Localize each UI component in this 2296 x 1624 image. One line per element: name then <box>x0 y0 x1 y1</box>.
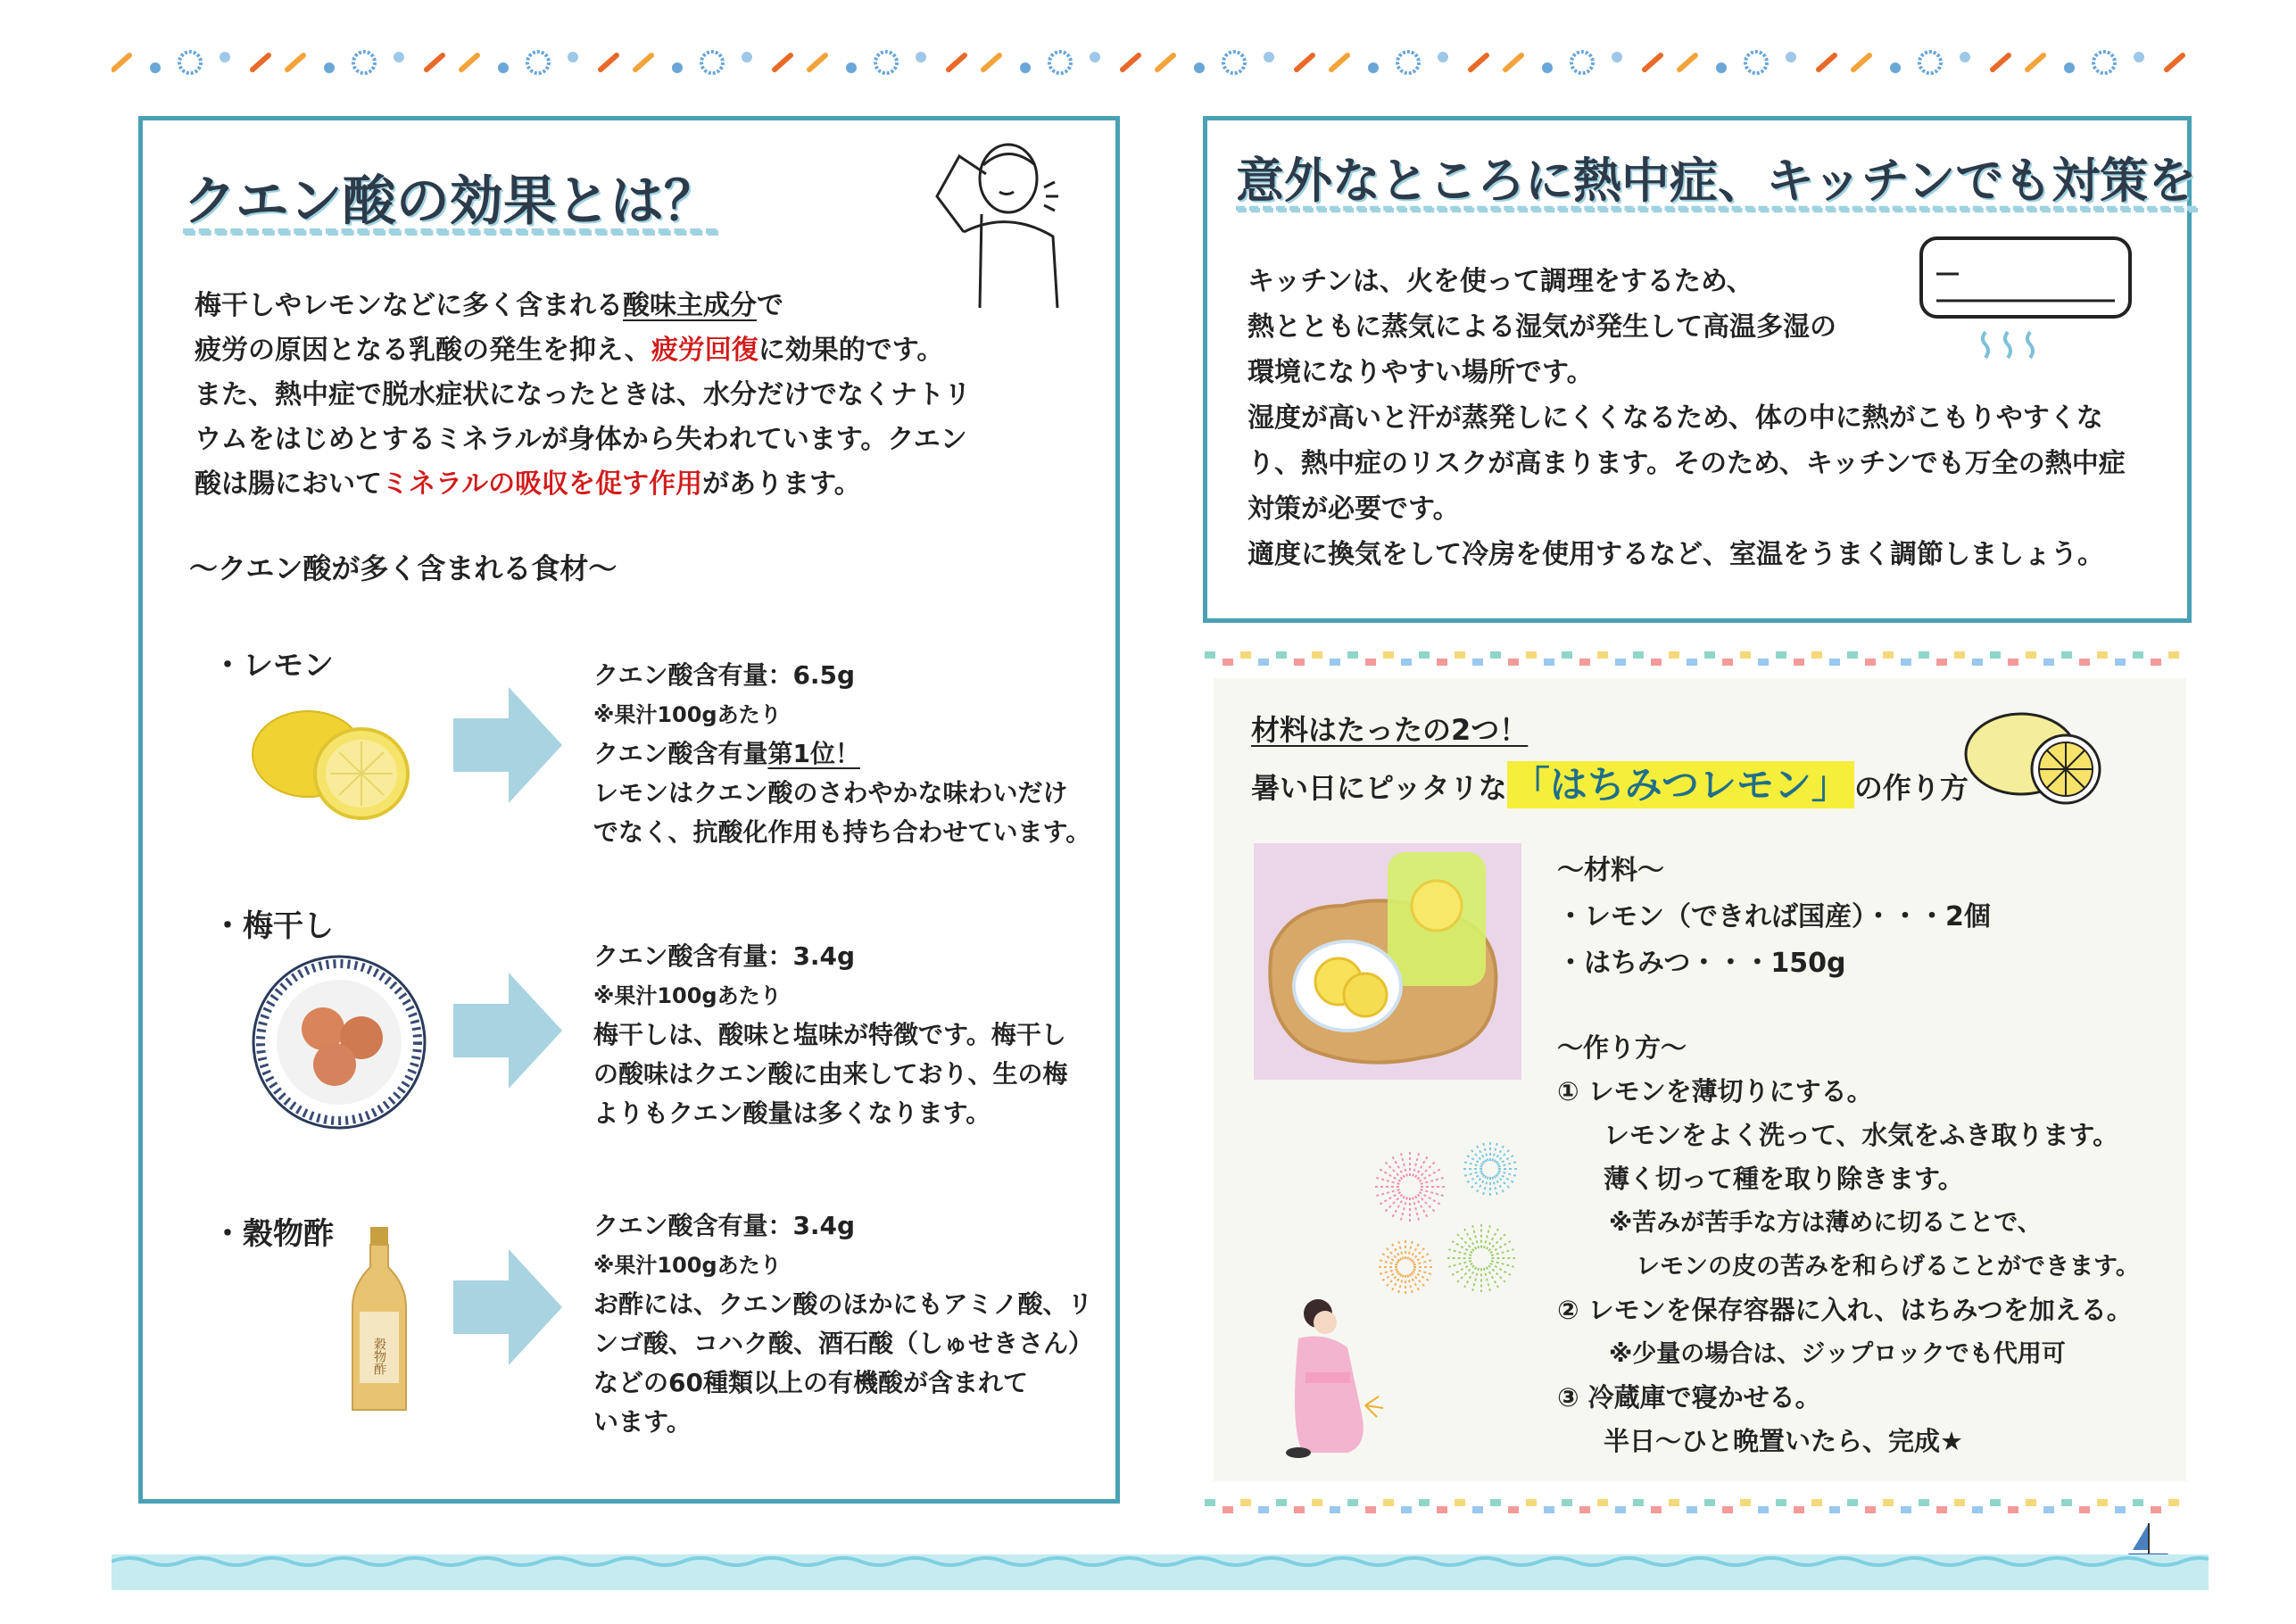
checker-square <box>2168 651 2179 659</box>
kitchen-text-line: 適度に換気をして冷房を使用するなど、室温をうまく調節しましょう。 <box>1247 539 2104 570</box>
top-decoration-mark <box>2064 62 2075 73</box>
top-decoration-mark <box>1993 55 2009 70</box>
firework-ray <box>1457 1265 1474 1282</box>
firework-ray <box>1380 1269 1397 1273</box>
checker-square <box>1936 1506 1947 1513</box>
intro-text: 梅干しやレモンなどに多く含まれる <box>195 290 623 321</box>
kitchen-panel-title: 意外なところに熱中症、キッチンでも対策を <box>1236 153 2197 209</box>
top-decoration-mark <box>875 52 897 73</box>
checker-square <box>1294 1506 1305 1513</box>
checker-square <box>1776 651 1786 659</box>
kitchen-text-line: 環境になりやすい場所です。 <box>1247 357 1594 388</box>
checker-border-bottom <box>1203 1497 2193 1515</box>
checker-square <box>1740 651 1751 659</box>
checker-square <box>1365 659 1376 666</box>
top-decoration-mark <box>1745 52 1767 73</box>
checker-square <box>1490 651 1501 659</box>
checker-square <box>1669 651 1679 659</box>
firework-ray <box>1492 1177 1496 1195</box>
food-desc-line: お酢には、クエン酸のほかにもアミノ酸、リ <box>593 1289 1093 1319</box>
checker-square <box>1383 651 1394 659</box>
checker-square <box>1526 1499 1537 1506</box>
top-decoration-mark <box>253 55 269 70</box>
step-detail: 薄く切って種を取り除きます。 <box>1604 1164 1964 1194</box>
checker-square <box>1758 1506 1769 1513</box>
firework-ray <box>1392 1244 1402 1260</box>
arrow-right-icon <box>453 1249 562 1365</box>
top-decorative-border <box>112 36 2217 89</box>
intro-text: ウムをはじめとするミネラルが身体から失われています。クエン <box>195 424 967 455</box>
top-decoration-mark <box>1223 52 1245 73</box>
checker-square <box>1419 1499 1430 1506</box>
checker-square <box>1740 1499 1751 1506</box>
kitchen-text-line: キッチンは、火を使って調理をするため、 <box>1247 266 1753 297</box>
checker-square <box>1597 1499 1608 1506</box>
firework-ray <box>1488 1234 1505 1251</box>
checker-square <box>1776 1499 1786 1506</box>
checker-square <box>1437 1506 1447 1513</box>
checker-square <box>1312 1499 1322 1506</box>
top-decoration-mark <box>150 62 161 73</box>
top-decoration-mark <box>1438 52 1448 62</box>
top-decoration-mark <box>461 55 477 70</box>
checker-square <box>1651 659 1662 666</box>
checker-square <box>1615 1506 1626 1513</box>
checker-square <box>1954 1499 1965 1506</box>
firework-ray <box>1484 1268 1490 1291</box>
firework-ray <box>1483 1177 1488 1195</box>
checker-square <box>1687 659 1697 666</box>
checker-square <box>2151 659 2161 666</box>
checker-square <box>1437 659 1447 666</box>
checker-square <box>1526 651 1537 659</box>
checker-square <box>1597 651 1608 659</box>
top-decoration-mark <box>1331 55 1347 70</box>
firework-ray <box>1467 1173 1483 1183</box>
firework-ray <box>1410 1274 1420 1290</box>
checker-square <box>1865 659 1876 666</box>
top-decoration-mark <box>179 52 201 73</box>
checker-square <box>1472 1506 1483 1513</box>
firework-ray <box>1488 1265 1505 1282</box>
top-decoration-mark <box>601 55 617 70</box>
top-decoration-mark <box>1679 55 1695 70</box>
food-desc-vinegar <box>593 1206 1093 1442</box>
food-desc-line: ンゴ酸、コハク酸、酒石酸（しゅせきさん） <box>593 1329 1094 1358</box>
checker-square <box>1722 1506 1733 1513</box>
checker-square <box>1811 1499 1822 1506</box>
checker-square <box>1562 1499 1572 1506</box>
checker-square <box>1847 651 1858 659</box>
recipe-title-highlight: 「はちみつレモン」 <box>1507 761 1854 808</box>
step-item: ① レモンを薄切りにする。 <box>1557 1076 1873 1106</box>
top-decoration-mark <box>394 52 404 62</box>
checker-square <box>1240 651 1251 659</box>
checker-square <box>1901 1506 1911 1513</box>
firework-ray <box>1495 1146 1504 1162</box>
food-amount: クエン酸含有量：3.4g <box>593 1211 856 1240</box>
firework-ray <box>1407 1275 1412 1293</box>
checker-square <box>1579 659 1590 666</box>
intro-text: また、熱中症で脱水症状になったときは、水分だけでなくナトリ <box>195 379 971 410</box>
intro-highlight-text: 疲労回復 <box>651 335 758 366</box>
checker-square <box>1579 1506 1590 1513</box>
checker-square <box>1401 659 1412 666</box>
firework-ray <box>1413 1272 1429 1281</box>
checker-square <box>2097 651 2108 659</box>
top-decoration-mark <box>1716 62 1727 73</box>
firework-ray <box>1492 1143 1496 1161</box>
food-note: ※果汁100gあたり <box>593 1253 782 1278</box>
checker-square <box>1847 1499 1858 1506</box>
firework-ray <box>1382 1254 1398 1264</box>
top-decoration-mark <box>1853 55 1869 70</box>
checker-square <box>1669 1499 1679 1506</box>
checker-square <box>2026 1499 2036 1506</box>
checker-square <box>1990 651 2001 659</box>
checker-square <box>1811 651 1822 659</box>
checker-square <box>2043 659 2054 666</box>
checker-square <box>1347 651 1358 659</box>
checker-square <box>1347 1499 1358 1506</box>
checker-square <box>2061 651 2072 659</box>
intro-text: 疲労の原因となる乳酸の発生を抑え、 <box>195 335 651 366</box>
checker-square <box>1508 659 1519 666</box>
firework-ray <box>1472 1225 1479 1248</box>
firework-ray <box>1382 1272 1398 1281</box>
firework-ray <box>1385 1194 1403 1212</box>
checker-square <box>1223 659 1233 666</box>
checker-square <box>2008 1506 2018 1513</box>
top-decoration-mark <box>1612 52 1622 62</box>
checker-square <box>1544 1506 1554 1513</box>
firework-ray <box>1413 1260 1431 1264</box>
firework-ray <box>1477 1146 1487 1162</box>
food-amount: クエン酸含有量：6.5g <box>593 660 856 690</box>
checker-square <box>1383 1499 1394 1506</box>
food-rank-highlight: 第1位！ <box>767 739 860 768</box>
checker-square <box>1829 659 1840 666</box>
firework-ray <box>1495 1176 1504 1192</box>
top-decoration-mark <box>287 55 303 70</box>
checker-square <box>1276 651 1287 659</box>
checker-square <box>1972 659 1983 666</box>
top-decoration-mark <box>1890 62 1901 73</box>
intro-paragraph <box>195 284 1051 507</box>
checker-square <box>1419 651 1430 659</box>
recipe-subtitle: 材料はたったの2つ！ <box>1251 713 1529 747</box>
step-item: ③ 冷蔵庫で寝かせる。 <box>1557 1382 1821 1413</box>
arrow-right-icon <box>453 687 562 803</box>
checker-square <box>1722 659 1733 666</box>
checker-square <box>1651 1506 1662 1513</box>
food-desc-line: でなく、抗酸化作用も持ち合わせています。 <box>593 817 1091 847</box>
firework-ray <box>1464 1171 1482 1175</box>
food-desc-line: よりもクエン酸量は多くなります。 <box>593 1098 991 1128</box>
checker-square <box>1919 1499 1929 1506</box>
top-decoration-mark <box>1264 52 1274 62</box>
steps-heading: ～作り方～ <box>1557 1032 1687 1063</box>
checker-square <box>1936 659 1947 666</box>
food-note: ※果汁100gあたり <box>593 702 782 727</box>
top-decoration-mark <box>2093 52 2115 73</box>
checker-square <box>1330 1506 1340 1513</box>
foods-heading: ～クエン酸が多く含まれる食材～ <box>189 551 618 585</box>
ingredient-item: ・レモン（できれば国産）・・・2個 <box>1557 901 1991 932</box>
checker-square <box>1794 659 1804 666</box>
lemon-photo <box>241 700 419 825</box>
intro-text: で <box>757 290 783 321</box>
honey-lemon-photo <box>1254 843 1521 1080</box>
food-label-umeboshi: ・梅干し <box>212 908 334 944</box>
checker-square <box>1312 651 1322 659</box>
checker-square <box>1990 1499 2001 1506</box>
top-decoration-mark <box>1397 52 1419 73</box>
checker-square <box>2061 1499 2072 1506</box>
firework-ray <box>1498 1171 1516 1175</box>
top-decoration-mark <box>1819 55 1835 70</box>
top-decoration-mark <box>949 55 965 70</box>
top-decoration-mark <box>1786 52 1796 62</box>
top-decoration-mark <box>1960 52 1970 62</box>
top-decoration-mark <box>324 62 335 73</box>
food-desc-line: などの60種類以上の有機酸が含まれて <box>593 1368 1028 1397</box>
checker-square <box>1330 659 1340 666</box>
firework-ray <box>1497 1173 1513 1183</box>
checker-square <box>1954 651 1965 659</box>
top-decoration-mark <box>1505 55 1521 70</box>
checker-square <box>1633 1499 1644 1506</box>
top-decoration-mark <box>1090 52 1100 62</box>
food-amount: クエン酸含有量：3.4g <box>593 941 856 971</box>
checker-square <box>1794 1506 1804 1513</box>
top-decoration-mark <box>427 55 443 70</box>
top-decoration-mark <box>1368 62 1379 73</box>
kitchen-text-line: り、熱中症のリスクが高まります。そのため、キッチンでも万全の熱中症 <box>1247 448 2126 479</box>
intro-underline-text: 酸味主成分 <box>623 290 757 321</box>
checker-square <box>1633 651 1644 659</box>
top-decoration-mark <box>1542 62 1553 73</box>
food-desc-umeboshi <box>593 937 1093 1133</box>
arrow-right-icon <box>453 973 562 1089</box>
checker-square <box>1758 659 1769 666</box>
checker-square <box>2133 1499 2143 1506</box>
checker-square <box>2133 651 2143 659</box>
checker-square <box>2008 659 2018 666</box>
checker-square <box>2115 1506 2126 1513</box>
top-decoration-mark <box>672 62 683 73</box>
food-label-lemon: ・レモン <box>212 648 334 684</box>
checker-square <box>1455 651 1465 659</box>
kitchen-text-line: 対策が必要です。 <box>1247 493 1460 525</box>
food-rank-text: クエン酸含有量 <box>593 739 768 768</box>
top-decoration-mark <box>846 62 857 73</box>
top-decoration-mark <box>220 52 230 62</box>
firework-ray <box>1380 1260 1397 1264</box>
checker-square <box>1704 651 1715 659</box>
checker-square <box>1240 1499 1251 1506</box>
vinegar-bottle-photo <box>344 1222 415 1419</box>
firework-ray <box>1417 1194 1435 1212</box>
checker-square <box>1258 1506 1269 1513</box>
checker-square <box>1972 1506 1983 1513</box>
firework-ray <box>1448 1261 1471 1267</box>
checker-square <box>1901 659 1911 666</box>
checker-square <box>1205 651 1215 659</box>
checker-square <box>1615 659 1626 666</box>
top-decoration-mark <box>353 52 375 73</box>
checker-square <box>1544 659 1554 666</box>
recipe-steps <box>1557 1026 2182 1463</box>
bottom-wave-border <box>112 1554 2209 1590</box>
intro-text: 酸は腸において <box>195 468 382 500</box>
ingredient-item: ・はちみつ・・・150g <box>1557 948 1846 979</box>
kitchen-text <box>1247 259 2158 577</box>
checker-square <box>1829 1506 1840 1513</box>
top-decoration-mark <box>1571 52 1593 73</box>
yukata-woman-illustration <box>1263 1294 1397 1463</box>
checker-square <box>1919 651 1929 659</box>
top-decoration-mark <box>568 52 578 62</box>
checker-square <box>1704 1499 1715 1506</box>
checker-square <box>1455 1499 1465 1506</box>
food-label-vinegar: ・穀物酢 <box>212 1216 334 1252</box>
firework-ray <box>1491 1261 1514 1267</box>
firework-ray <box>1477 1176 1487 1192</box>
firework-ray <box>1385 1162 1403 1180</box>
top-decoration-mark <box>742 52 752 62</box>
food-desc-lemon <box>593 656 1093 852</box>
step-detail: レモンをよく洗って、水気をふき取ります。 <box>1604 1120 2119 1150</box>
top-decoration-mark <box>1471 55 1487 70</box>
bottle-label-text: 穀物酢 <box>372 1338 386 1375</box>
recipe-title-text: の作り方 <box>1853 771 1969 805</box>
checker-square <box>1472 659 1483 666</box>
checker-square <box>1205 1499 1215 1506</box>
firework-ray <box>1457 1234 1474 1251</box>
firework-ray <box>1413 1254 1429 1264</box>
firework-ray <box>1498 1162 1516 1166</box>
firework-ray <box>1392 1274 1402 1290</box>
checker-square <box>1883 1499 1894 1506</box>
food-desc-line: います。 <box>593 1407 692 1437</box>
checker-square <box>2151 1506 2161 1513</box>
checker-square <box>1562 651 1572 659</box>
checker-border-top <box>1203 650 2193 667</box>
step-note: ※苦みが苦手な方は薄めに切ることで、 <box>1609 1209 2042 1237</box>
firework-ray <box>1497 1156 1513 1165</box>
checker-square <box>1294 659 1305 666</box>
top-decoration-mark <box>701 52 723 73</box>
recipe-title-text: 暑い日にピッタリな <box>1251 771 1507 805</box>
top-decoration-mark <box>916 52 926 62</box>
checker-square <box>1490 1499 1501 1506</box>
checker-square <box>1258 659 1269 666</box>
top-decoration-mark <box>1123 55 1139 70</box>
checker-square <box>1865 1506 1876 1513</box>
checker-square <box>1276 1499 1287 1506</box>
top-decoration-mark <box>498 62 509 73</box>
firework-ray <box>1467 1156 1483 1165</box>
firework-ray <box>1398 1241 1403 1259</box>
checker-square <box>2079 1506 2090 1513</box>
kitchen-text-line: 熱とともに蒸気による湿気が発生して高温多湿の <box>1247 311 1836 343</box>
checker-square <box>2043 1506 2054 1513</box>
firework-ray <box>1484 1225 1490 1248</box>
checker-square <box>2097 1499 2108 1506</box>
firework-ray <box>1491 1249 1514 1255</box>
checker-square <box>1223 1506 1233 1513</box>
intro-highlight-text: ミネラルの吸収を促す作用 <box>382 468 703 500</box>
top-decoration-mark <box>527 52 549 73</box>
food-desc-line: 梅干しは、酸味と塩味が特徴です。梅干し <box>593 1020 1066 1049</box>
recipe-title-line <box>1251 756 1969 809</box>
top-decoration-mark <box>1157 55 1173 70</box>
top-decoration-mark <box>2134 52 2144 62</box>
step-detail: 半日～ひと晩置いたら、完成★ <box>1604 1426 1963 1456</box>
firework-ray <box>1448 1249 1471 1255</box>
step-item: ② レモンを保存容器に入れ、はちみつを加える。 <box>1557 1295 2133 1325</box>
top-decoration-mark <box>1645 55 1661 70</box>
step-note: ※少量の場合は、ジップロックでも代用可 <box>1609 1340 2066 1368</box>
top-decoration-mark <box>1297 55 1313 70</box>
food-note: ※果汁100gあたり <box>593 983 782 1008</box>
fireworks-illustration <box>1356 1133 1544 1312</box>
checker-square <box>2079 659 2090 666</box>
checker-square <box>2168 1499 2179 1506</box>
lemon-illustration <box>1959 705 2110 812</box>
checker-square <box>1883 651 1894 659</box>
top-decoration-mark <box>1049 52 1071 73</box>
top-decoration-mark <box>2027 55 2043 70</box>
step-note: レモンの皮の苦みを和らげることができます。 <box>1636 1253 2140 1280</box>
top-decoration-mark <box>983 55 999 70</box>
checker-square <box>1508 1506 1519 1513</box>
checker-square <box>1365 1506 1376 1513</box>
top-decoration-mark <box>809 55 825 70</box>
umeboshi-photo <box>250 953 428 1131</box>
intro-text: に効果的です。 <box>758 335 944 366</box>
firework-ray <box>1407 1241 1412 1259</box>
ingredients <box>1557 848 1991 987</box>
firework-ray <box>1410 1244 1420 1260</box>
firework-ray <box>1417 1162 1435 1180</box>
food-desc-line: の酸味はクエン酸に由来しており、生の梅 <box>593 1059 1068 1089</box>
top-decoration-mark <box>1194 62 1205 73</box>
top-decoration-mark <box>775 55 791 70</box>
top-decoration-mark <box>1919 52 1941 73</box>
firework-ray <box>1464 1162 1482 1166</box>
top-decoration-mark <box>1020 62 1031 73</box>
ingredients-heading: ～材料～ <box>1557 855 1664 886</box>
top-decoration-mark <box>635 55 651 70</box>
top-decoration-mark <box>113 55 129 70</box>
checker-square <box>2026 651 2036 659</box>
top-decoration-mark <box>2167 55 2183 70</box>
firework-ray <box>1413 1269 1431 1273</box>
checker-square <box>1687 1506 1697 1513</box>
food-desc-line: レモンはクエン酸のさわやかな味わいだけ <box>593 778 1068 808</box>
checker-square <box>1401 1506 1412 1513</box>
kitchen-text-line: 湿度が高いと汗が蒸発しにくくなるため、体の中に熱がこもりやすくな <box>1247 402 2103 434</box>
checker-square <box>2115 659 2126 666</box>
firework-ray <box>1472 1268 1479 1291</box>
firework-ray <box>1483 1143 1488 1161</box>
firework-ray <box>1398 1275 1403 1293</box>
left-panel-title: クエン酸の効果とは？ <box>183 170 717 233</box>
intro-text: があります。 <box>702 468 861 500</box>
